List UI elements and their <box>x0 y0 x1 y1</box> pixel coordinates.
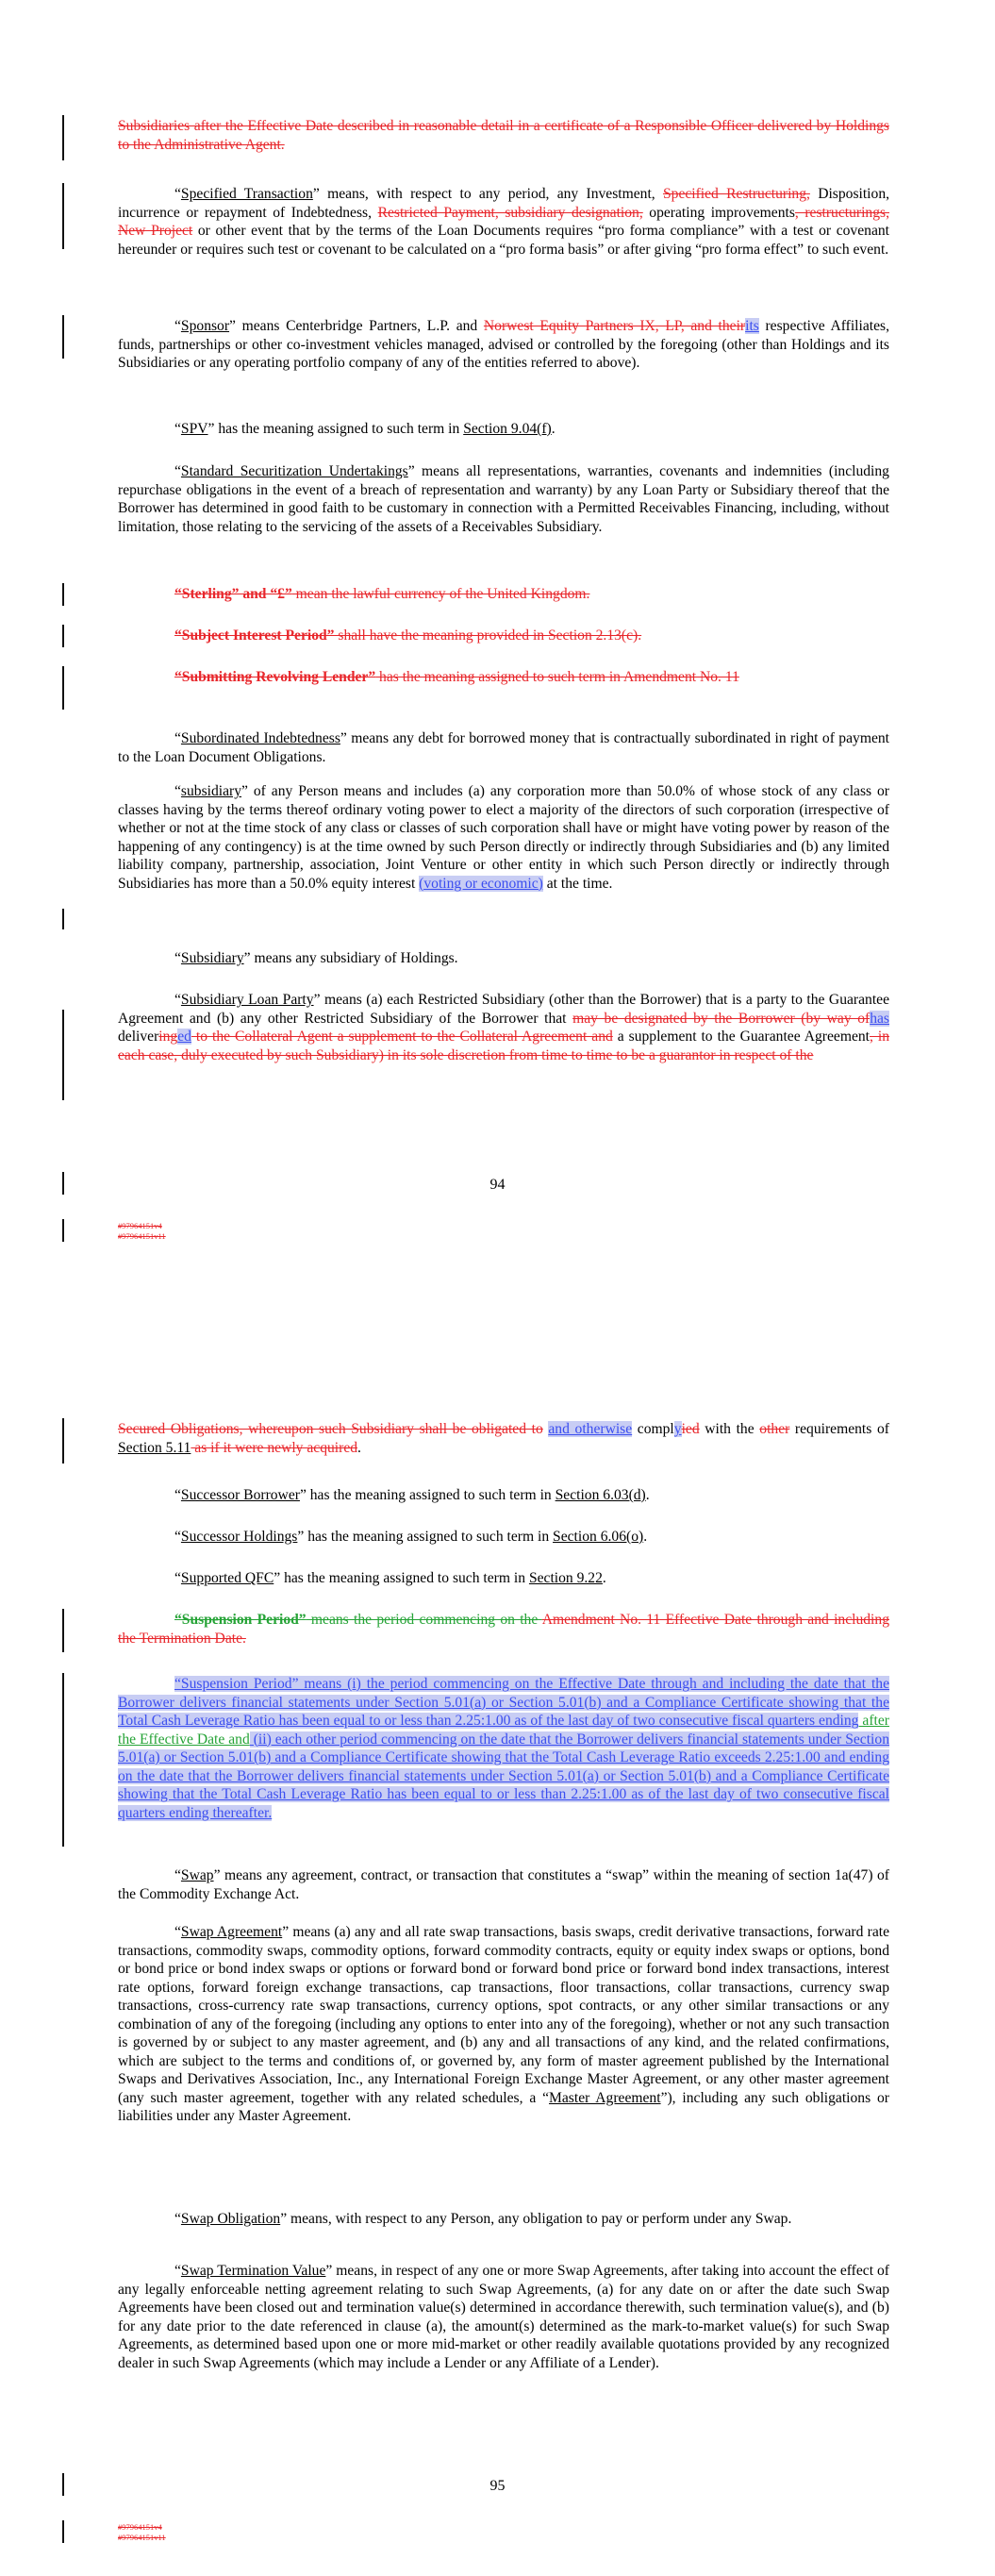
deleted-text: , in each case, duly executed by such Subsidiary) in its sole discretion from time to time to be a guarantor in respect of the <box>118 1029 889 1063</box>
deleted-text: shall have the meaning provided in Section 2.13(c). <box>334 627 642 644</box>
definition-submitting-revolving-lender-deleted <box>118 668 889 687</box>
change-bar <box>62 1010 64 1100</box>
definition-sponsor: “Sponsor” means Centerbridge Partners, L.P. and Norwest Equity Partners IX, LP, and theirits respective Affiliates, funds, partnerships or other co-investment vehicles managed, advised or controlled by the foregoing (other than Holdings and its Subsidiaries or any operating portfolio company of any of the entities referred to above). <box>118 318 889 371</box>
section-reference: Section 9.22 <box>528 1570 603 1586</box>
deleted-text: , restructurings, New Project <box>118 204 889 239</box>
definition-subject-interest-period-deleted <box>118 627 889 645</box>
defined-term: Swap Agreement <box>180 1924 283 1940</box>
section-reference: Section 9.04(f) <box>463 421 552 437</box>
defined-term: Sponsor <box>180 318 230 334</box>
definition-spv: “SPV” has the meaning assigned to such term in Section 9.04(f). <box>174 421 556 437</box>
defined-term: Swap Termination Value <box>180 2263 326 2279</box>
paragraph-secured-obligations-tail: Secured Obligations, whereupon such Subsidiary shall be obligated to and otherwise complyied with the other requirements of Section 5.11 as if it were newly acquired. <box>118 1421 889 1456</box>
deleted-text: Specified Restructuring, <box>662 186 810 202</box>
inserted-text: y <box>673 1421 682 1437</box>
inserted-text: “Suspension Period” means (i) the period commencing on the Effective Date through and including the date that the Borrower delivers financial statements under Section 5.01(a) or Section 5.01(b) and a Compliance Certificate showing that the Total Cash Leverage Ratio has been equal to or less than 2.25:1.00 as of the last day of two consecutive fiscal quarters ending <box>118 1676 889 1729</box>
definition-successor-holdings: “Successor Holdings” has the meaning assigned to such term in Section 6.06(o). <box>174 1529 648 1545</box>
moved-term: “Suspension Period” <box>174 1612 307 1628</box>
defined-term: Subsidiary <box>180 950 244 966</box>
definition-specified-transaction: “Specified Transaction” means, with respect to any period, any Investment, Specified Restructuring, Disposition, incurrence or repayment of Indebtedness, Restricted Payment, subsidiary designation, operating improvements, restructurings, New Project or other event that by the terms of the Loan Documents requires “pro forma compliance” with a test or covenant hereunder or requires such test or covenant to be calculated on a “pro forma basis” or after giving “pro forma effect” to such event. <box>118 186 890 258</box>
deleted-text: has the meaning assigned to such term in Amendment No. 11 <box>375 669 739 685</box>
definition-supported-qfc: “Supported QFC” has the meaning assigned to such term in Section 9.22. <box>174 1570 606 1586</box>
page-number: 95 <box>489 2478 506 2494</box>
defined-term: Specified Transaction <box>180 186 313 202</box>
defined-term: Master Agreement <box>549 2089 661 2106</box>
definition-subsidiary-lowercase: “subsidiary” of any Person means and includes (a) any corporation more than 50.0% of whose stock of any class or classes having by the terms thereof ordinary voting power to elect a majority of the directors of such corporation (irrespective of whether or not at the time stock of any class or classes of such corporation shall have or might have voting power by reason of the happening of any contingency) is at the time owned by such Person directly or indirectly through Subsidiaries and (b) any limited liability company, partnership, association, Joint Venture or other entity in which such Person directly or indirectly through Subsidiaries has more than a 50.0% equity interest (voting or economic) at the time. <box>118 783 889 892</box>
change-bar <box>62 583 64 606</box>
page-95 <box>0 1288 995 2576</box>
change-bar <box>62 909 64 929</box>
inserted-text: its <box>745 318 759 334</box>
deleted-text: Subsidiaries after the Effective Date described in reasonable detail in a certificate of a Responsible Officer delivered by Holdings to the Administrative Agent. <box>118 118 889 153</box>
definition-subsidiary-loan-party: “Subsidiary Loan Party” means (a) each Restricted Subsidiary (other than the Borrower) that is a party to the Guarantee Agreement and (b) any other Restricted Subsidiary of the Borrower that may be designated by the Borrower (by way ofhas deliveringed to the Collateral Agent a supplement to the Collateral Agreement and a supplement to the Guarantee Agreement, in each case, duly executed by such Subsidiary) in its sole discretion from time to time to be a guarantor in respect of the <box>118 992 889 1063</box>
change-bar <box>62 666 64 710</box>
definition-subsidiary: “Subsidiary” means any subsidiary of Holdings. <box>174 950 458 966</box>
defined-term: Swap Obligation <box>180 2211 281 2227</box>
deleted-term: “Submitting Revolving Lender” <box>174 669 376 685</box>
change-bar <box>62 1673 64 1847</box>
definition-standard-securitization-undertakings: “Standard Securitization Undertakings” means all representations, warranties, covenants and indemnities (including repurchase obligations in the event of a breach of representation and warranty) by any Loan Party or Subsidiary thereof that the Borrower has determined in good faith to be customary in connection with a Permitted Receivables Financing, including, without limitation, those relating to the servicing of the assets of a Receivables Subsidiary. <box>118 463 889 535</box>
deleted-text: ing <box>158 1029 178 1045</box>
change-bar <box>62 315 64 359</box>
change-bar <box>62 1219 64 1242</box>
definition-swap-obligation: “Swap Obligation” means, with respect to any Person, any obligation to pay or perform under any Swap. <box>174 2211 792 2227</box>
section-reference: Section 6.03(d) <box>555 1487 646 1503</box>
inserted-text: ed <box>177 1029 191 1045</box>
definition-subordinated-indebtedness: “Subordinated Indebtedness” means any debt for borrowed money that is contractually subordinated in right of payment to the Loan Document Obligations. <box>118 730 889 765</box>
deleted-term: “Subject Interest Period” <box>174 627 335 644</box>
change-bar <box>62 1609 64 1652</box>
change-bar <box>62 115 64 160</box>
page-number: 94 <box>489 1177 506 1193</box>
change-bar <box>62 183 64 249</box>
definition-successor-borrower: “Successor Borrower” has the meaning assigned to such term in Section 6.03(d). <box>174 1487 650 1503</box>
deleted-text: Amendment No. 11 Effective Date through and including the Termination Date. <box>118 1612 889 1647</box>
change-bar <box>62 2520 64 2543</box>
inserted-text: and otherwise <box>548 1421 633 1437</box>
inserted-text: has <box>870 1010 889 1027</box>
deleted-text: Norwest Equity Partners IX, LP, and their <box>483 318 746 334</box>
moved-text: after the Effective Date and <box>118 1713 889 1748</box>
defined-term: Swap <box>180 1867 214 1883</box>
definition-swap: “Swap” means any agreement, contract, or transaction that constitutes a “swap” within the meaning of section 1a(47) of the Commodity Exchange Act. <box>118 1867 889 1902</box>
definition-swap-agreement: “Swap Agreement” means (a) any and all rate swap transactions, basis swaps, credit derivative transactions, forward rate transactions, commodity swaps, commodity options, forward commodity contracts, equity or equity index swaps or options, bond or bond price or bond index swaps or options or forward bond or forward bond price or forward bond index transactions, interest rate options, forward foreign exchange transactions, cap transactions, floor transactions, collar transactions, currency swap transactions, cross-currency rate swap transactions, currency options, spot contracts, or any other similar transactions or any combination of any of the foregoing (including any options to enter into any of the foregoing), whether or not any such transaction is governed by or subject to any master agreement, and (b) any and all transactions of any kind, and the related confirmations, which are subject to the terms and conditions of, or governed by, any form of master agreement published by the International Swaps and Derivatives Association, Inc., any International Foreign Exchange Master Agreement, or any other master agreement (any such master agreement, together with any related schedules, a “Master Agreement”), including any such obligations or liabilities under any Master Agreement. <box>118 1924 889 2124</box>
document-id-footer: #97964151v4 #97964151v11 <box>118 1221 166 1241</box>
deleted-text: Secured Obligations, whereupon such Subsidiary shall be obligated to <box>118 1421 543 1437</box>
section-reference: Section 5.11 <box>118 1439 191 1456</box>
defined-term: Supported QFC <box>180 1570 274 1586</box>
defined-term: Subsidiary Loan Party <box>180 992 314 1008</box>
paragraph-subsidiaries-tail <box>118 117 889 154</box>
moved-text: means the period commencing on the <box>306 1612 542 1628</box>
defined-term: subsidiary <box>180 783 242 799</box>
defined-term: SPV <box>180 421 208 437</box>
defined-term: Successor Holdings <box>180 1529 298 1545</box>
deleted-text: to the Collateral Agent a supplement to the Collateral Agreement and <box>191 1029 613 1045</box>
defined-term: Subordinated Indebtedness <box>180 730 340 746</box>
change-bar <box>62 625 64 647</box>
defined-term: Successor Borrower <box>180 1487 300 1503</box>
deleted-text: other <box>759 1421 790 1437</box>
document-id-footer: #97964151v4 #97964151v11 <box>118 2522 166 2542</box>
inserted-text: (ii) each other period commencing on the date that the Borrower delivers financial statements under Section 5.01(a) or Section 5.01(b) and a Compliance Certificate showing that the Total Cash Leverage Ratio exceeds 2.25:1.00 and ending on the date that the Borrower delivers financial statements under Section 5.01(a) or Section 5.01(b) and a Compliance Certificate showing that the Total Cash Leverage Ratio has been equal to or less than 2.25:1.00 as of the last day of two consecutive fiscal quarters ending thereafter. <box>118 1731 889 1821</box>
change-bar <box>62 1418 64 1464</box>
section-reference: Section 6.06(o) <box>553 1529 644 1545</box>
definition-swap-termination-value: “Swap Termination Value” means, in respect of any one or more Swap Agreements, after taking into account the effect of any legally enforceable netting agreement relating to such Swap Agreements, (a) for any date on or after the date such Swap Agreements have been closed out and termination value(s) determined in accordance therewith, such termination value(s), and (b) for any date prior to the date referenced in clause (a), the amount(s) determined as the mark-to-market value(s) for such Swap Agreements, as determined based upon one or more mid-market or other readily available quotations provided by any recognized dealer in such Swap Agreements (which may include a Lender or any Affiliate of a Lender). <box>118 2263 889 2371</box>
deleted-text: Restricted Payment, subsidiary designation, <box>377 204 643 221</box>
deleted-text: may be designated by the Borrower (by way of <box>572 1010 871 1027</box>
definition-suspension-period-old <box>118 1611 889 1648</box>
deleted-text: as if it were newly acquired <box>191 1439 358 1456</box>
inserted-text: (voting or economic) <box>419 875 543 892</box>
definition-suspension-period-new <box>118 1675 889 1822</box>
defined-term: Standard Securitization Undertakings <box>180 463 408 479</box>
deleted-term: “Sterling” and “£” <box>174 586 292 602</box>
definition-sterling-deleted <box>118 585 889 604</box>
deleted-text: mean the lawful currency of the United Kingdom. <box>291 586 590 602</box>
deleted-text: ied <box>681 1421 700 1437</box>
